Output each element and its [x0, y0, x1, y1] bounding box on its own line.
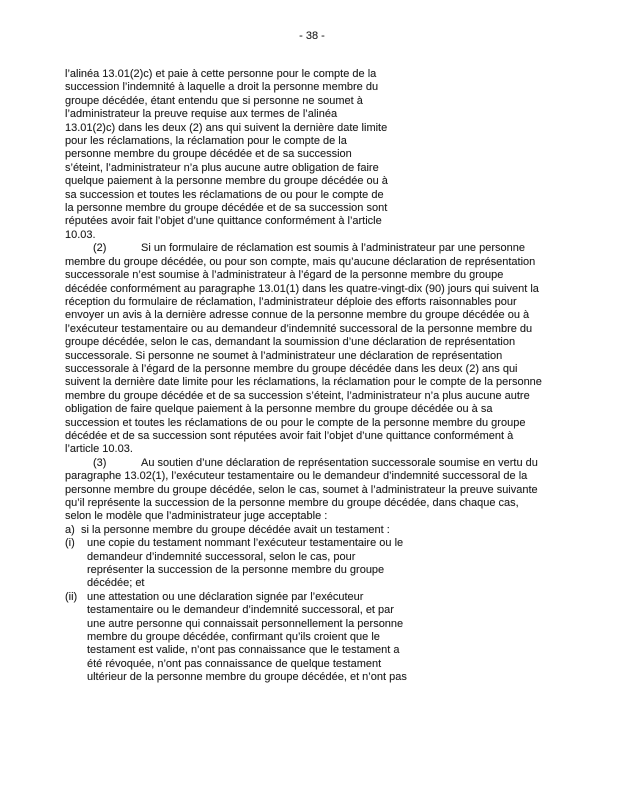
list-item-ii-text: une attestation ou une déclaration signée par l’exécuteur testamentaire ou le demandeur d’indemnité successoral, et par une autre personne qui connaissait personnellement la personne membre du groupe décédée, confirmant qu’ils croient que le testament est valide, n’ont pas connaissance que le testament a été révoquée, n’ont pas connaissance de quelque testament ultérieur de la personne membre du groupe décédée, et n’ont pas: [87, 590, 407, 684]
list-item-a-marker: a): [65, 523, 75, 536]
paragraph-2-text: Si un formulaire de réclamation est soumis à l’administrateur par une personne membre du groupe décédée, ou pour son compte, mais qu’aucune déclaration de représentation successorale n’est soumise à l’administrateur à l’égard de la personne membre du groupe décédée conformément au paragraphe 13.01(1) dans les quatre-vingt-dix (90) jours qui suivent la réception du formulaire de réclamation, l’administrateur déploie des efforts raisonnables pour envoyer un avis à la dernière adresse connue de la personne membre du groupe décédée ou à l’exécuteur testamentaire ou au demandeur d’indemnité successoral de la personne membre du groupe décédée, selon le cas, demandant la soumission d’une déclaration de représentation successorale. Si personne ne soumet à l’administrateur une déclaration de représentation successorale à l’égard de la personne membre du groupe décédée dans les deux (2) ans qui suivent la dernière date limite pour les réclamations, la réclamation pour le compte de la personne membre du groupe décédée et de sa succession s’éteint, l’administrateur n’a plus aucune autre obligation de faire quelque paiement à la personne membre du groupe décédée ou à sa succession et toutes les réclamations de ou pour le compte de la personne membre du groupe décédée et de sa succession sont réputées avoir fait l’objet d’une quittance conformément à l’article 10.03.: [65, 242, 542, 456]
paragraph-3: [65, 457, 545, 524]
list-item-a-text: si la personne membre du groupe décédée avait un testament :: [81, 523, 390, 536]
paragraph-2: [65, 242, 545, 457]
list-item-ii-marker: (ii): [65, 590, 78, 603]
continuation-paragraph: l’alinéa 13.01(2)c) et paie à cette personne pour le compte de la succession l’indemnité à laquelle a droit la personne membre du groupe décédée, étant entendu que si personne ne soumet à l’administrateur la preuve requise aux termes de l’alinéa 13.01(2)c) dans les deux (2) ans qui suivent la dernière date limite pour les réclamations, la réclamation pour le compte de la personne membre du groupe décédée et de sa succession s’éteint, l’administrateur n’a plus aucune autre obligation de faire quelque paiement à la personne membre du groupe décédée ou à sa succession et toutes les réclamations de ou pour le compte de la personne membre du groupe décédée et de sa succession sont réputées avoir fait l’objet d’une quittance conformément à l’article 10.03.: [65, 68, 388, 241]
list-item-i-text: une copie du testament nommant l’exécuteur testamentaire ou le demandeur d’indemnité successoral, selon le cas, pour représenter la succession de la personne membre du groupe décédée; et: [87, 537, 404, 590]
page-content: [0, 43, 624, 685]
paragraph-3-number: (3): [93, 456, 107, 469]
list-item-a: [65, 524, 545, 537]
paragraph-2-number: (2): [93, 242, 107, 255]
list-item-ii: [65, 591, 410, 685]
page-number: - 38 -: [299, 30, 325, 42]
paragraph-3-text: Au soutien d’une déclaration de représentation successorale soumise en vertu du paragraphe 13.02(1), l’exécuteur testamentaire ou le demandeur d’indemnité successoral de la personne membre du groupe décédée, selon le cas, soumet à l’administrateur la preuve suivante qu’il représente la succession de la personne membre du groupe décédée, dans chaque cas, selon le modèle que l’administrateur juge acceptable :: [65, 456, 538, 523]
list-item-i-marker: (i): [65, 537, 75, 550]
list-item-i: [65, 537, 410, 591]
